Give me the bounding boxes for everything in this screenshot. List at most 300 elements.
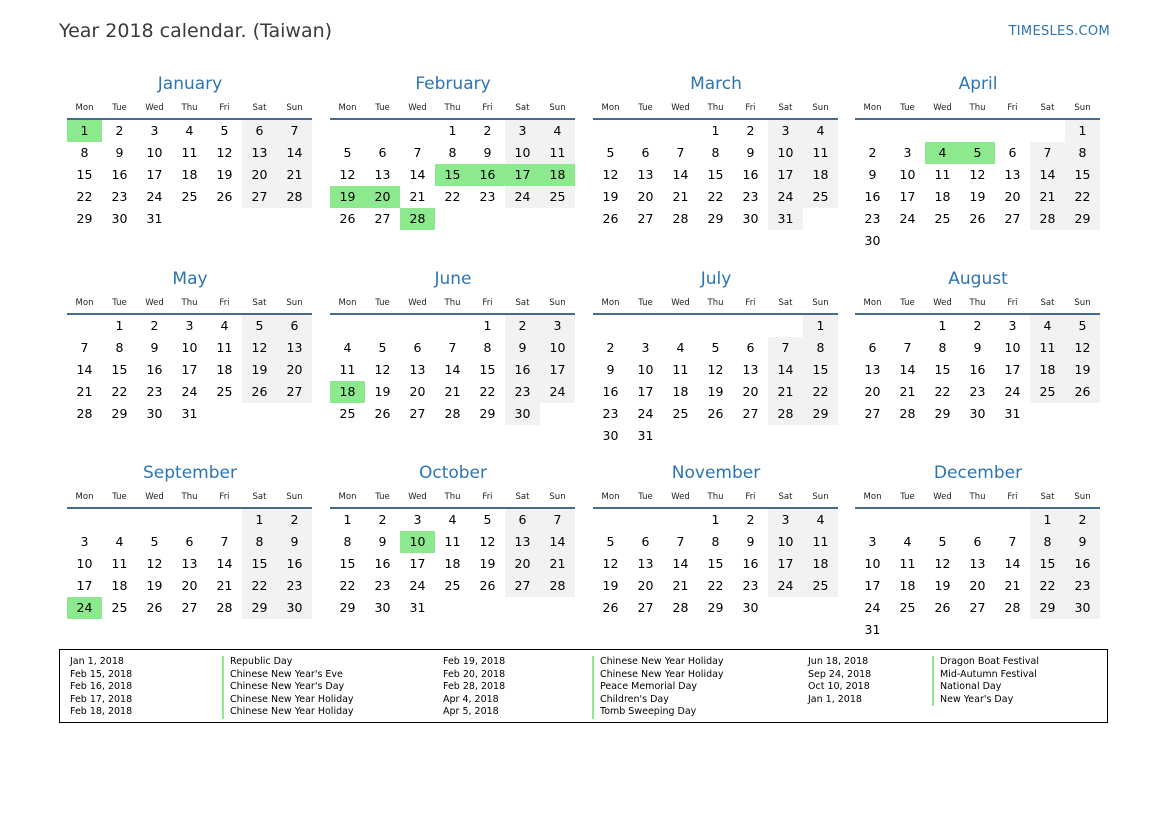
- day-cell: 8: [483, 340, 492, 355]
- day-cell: 9: [115, 145, 124, 160]
- month-name: January: [157, 74, 223, 94]
- weekday-label: Thu: [444, 103, 461, 113]
- empty-cell: [102, 509, 137, 531]
- empty-cell: [593, 509, 628, 531]
- day-cell: 11: [899, 556, 916, 571]
- day-cell: 24: [181, 384, 198, 399]
- day-grid: [330, 315, 576, 425]
- weekday-label: Tue: [112, 492, 127, 502]
- day-cell: 12: [242, 337, 277, 359]
- weekday-label: Thu: [707, 298, 724, 308]
- day-cell: 15: [707, 556, 724, 571]
- day-cell: 2: [746, 123, 755, 138]
- weekday-label: Fri: [745, 492, 756, 502]
- day-cell: 20: [969, 578, 986, 593]
- legend-holiday-name: Peace Memorial Day: [592, 681, 724, 694]
- weekday-label: Sat: [252, 492, 267, 502]
- day-cell: 4: [540, 120, 575, 142]
- day-cell: 5: [606, 145, 615, 160]
- day-cell: 9: [378, 534, 387, 549]
- day-cell: 13: [181, 556, 198, 571]
- day-cell: 3: [768, 120, 803, 142]
- day-cell: 12: [1065, 337, 1100, 359]
- day-cell: 3: [150, 123, 159, 138]
- day-cell: 14: [672, 556, 689, 571]
- holiday-day-cell: 18: [540, 164, 575, 186]
- day-cell: 10: [1004, 340, 1021, 355]
- legend-date: Feb 20, 2018: [443, 668, 506, 680]
- day-cell: 16: [111, 167, 128, 182]
- day-cell: 10: [505, 142, 540, 164]
- day-cell: 26: [242, 381, 277, 403]
- day-cell: 30: [111, 211, 128, 226]
- day-cell: 1: [483, 318, 492, 333]
- day-cell: 8: [343, 534, 352, 549]
- day-cell: 2: [505, 315, 540, 337]
- empty-cell: [365, 120, 400, 142]
- weekday-label: Sat: [778, 298, 793, 308]
- day-cell: 7: [676, 534, 685, 549]
- weekday-label: Wed: [145, 298, 164, 308]
- month-name: July: [700, 269, 732, 289]
- day-cell: 6: [277, 315, 312, 337]
- day-cell: 30: [864, 233, 881, 248]
- day-cell: 24: [899, 211, 916, 226]
- day-cell: 11: [111, 556, 128, 571]
- weekday-label: Mon: [863, 492, 882, 502]
- day-cell: 8: [242, 531, 277, 553]
- holiday-day-cell: 16: [470, 164, 505, 186]
- day-cell: 20: [637, 578, 654, 593]
- day-cell: 7: [1030, 142, 1065, 164]
- weekday-label: Mon: [338, 298, 357, 308]
- empty-cell: [330, 315, 365, 337]
- day-cell: 2: [606, 340, 615, 355]
- day-cell: 20: [505, 553, 540, 575]
- weekday-header: [593, 489, 839, 505]
- day-cell: 10: [637, 362, 654, 377]
- day-cell: 18: [111, 578, 128, 593]
- legend-date: Apr 5, 2018: [443, 706, 499, 718]
- day-cell: 16: [742, 556, 759, 571]
- day-grid: [593, 120, 839, 230]
- day-cell: 25: [540, 186, 575, 208]
- weekday-label: Sat: [515, 103, 530, 113]
- day-cell: 2: [1065, 509, 1100, 531]
- day-cell: 7: [413, 145, 422, 160]
- day-cell: 10: [768, 531, 803, 553]
- day-cell: 18: [803, 553, 838, 575]
- day-cell: 16: [1065, 553, 1100, 575]
- day-cell: 20: [637, 189, 654, 204]
- weekday-label: Mon: [601, 298, 620, 308]
- day-cell: 25: [181, 189, 198, 204]
- weekday-label: Thu: [181, 298, 198, 308]
- day-cell: 10: [864, 556, 881, 571]
- legend-holiday-name: Mid-Autumn Festival: [932, 669, 1039, 682]
- day-cell: 20: [409, 384, 426, 399]
- legend-names-1: [222, 656, 354, 719]
- day-grid: [855, 315, 1101, 425]
- day-cell: 14: [444, 362, 461, 377]
- day-cell: 1: [803, 315, 838, 337]
- day-cell: 11: [803, 142, 838, 164]
- empty-cell: [628, 120, 663, 142]
- weekday-label: Mon: [338, 492, 357, 502]
- weekday-label: Fri: [482, 298, 493, 308]
- day-cell: 15: [934, 362, 951, 377]
- day-cell: 19: [934, 578, 951, 593]
- day-cell: 18: [672, 384, 689, 399]
- day-cell: 24: [409, 578, 426, 593]
- day-cell: 5: [483, 512, 492, 527]
- legend-holiday-name: Children's Day: [592, 694, 724, 707]
- day-cell: 19: [969, 189, 986, 204]
- legend-date: Jan 1, 2018: [808, 693, 862, 705]
- day-cell: 22: [707, 578, 724, 593]
- day-cell: 8: [711, 534, 720, 549]
- day-cell: 17: [899, 189, 916, 204]
- weekday-label: Wed: [933, 298, 952, 308]
- day-cell: 23: [277, 575, 312, 597]
- day-cell: 14: [540, 531, 575, 553]
- day-cell: 1: [938, 318, 947, 333]
- day-cell: 13: [742, 362, 759, 377]
- day-cell: 20: [181, 578, 198, 593]
- day-cell: 12: [602, 556, 619, 571]
- day-cell: 16: [742, 167, 759, 182]
- weekday-label: Thu: [444, 298, 461, 308]
- weekday-header: [593, 100, 839, 116]
- weekday-label: Wed: [145, 492, 164, 502]
- empty-cell: [67, 315, 102, 337]
- day-cell: 28: [76, 406, 93, 421]
- empty-cell: [698, 315, 733, 337]
- empty-cell: [925, 120, 960, 142]
- empty-cell: [593, 120, 628, 142]
- day-cell: 25: [803, 575, 838, 597]
- month-november: [593, 461, 839, 619]
- month-june: [330, 267, 576, 425]
- day-cell: 25: [934, 211, 951, 226]
- day-cell: 30: [374, 600, 391, 615]
- day-cell: 30: [742, 600, 759, 615]
- day-cell: 3: [768, 509, 803, 531]
- day-cell: 8: [448, 145, 457, 160]
- day-cell: 22: [76, 189, 93, 204]
- weekday-label: Thu: [181, 103, 198, 113]
- day-cell: 29: [76, 211, 93, 226]
- day-cell: 21: [444, 384, 461, 399]
- day-cell: 3: [80, 534, 89, 549]
- empty-cell: [733, 315, 768, 337]
- day-cell: 14: [76, 362, 93, 377]
- day-cell: 24: [540, 381, 575, 403]
- day-cell: 26: [146, 600, 163, 615]
- day-cell: 19: [242, 359, 277, 381]
- weekday-label: Sun: [812, 103, 829, 113]
- day-cell: 5: [378, 340, 387, 355]
- day-cell: 12: [339, 167, 356, 182]
- day-cell: 7: [448, 340, 457, 355]
- empty-cell: [628, 509, 663, 531]
- day-cell: 16: [505, 359, 540, 381]
- legend-date: Feb 15, 2018: [70, 668, 133, 680]
- day-cell: 12: [969, 167, 986, 182]
- day-cell: 21: [76, 384, 93, 399]
- day-cell: 5: [150, 534, 159, 549]
- day-cell: 8: [711, 145, 720, 160]
- day-cell: 23: [479, 189, 496, 204]
- legend-date: Jun 18, 2018: [808, 656, 869, 667]
- weekday-header: [593, 295, 839, 311]
- day-cell: 17: [146, 167, 163, 182]
- day-cell: 22: [934, 384, 951, 399]
- day-cell: 22: [339, 578, 356, 593]
- day-cell: 7: [540, 509, 575, 531]
- day-cell: 3: [540, 315, 575, 337]
- day-cell: 7: [277, 120, 312, 142]
- weekday-label: Wed: [671, 492, 690, 502]
- day-cell: 13: [505, 531, 540, 553]
- day-cell: 4: [343, 340, 352, 355]
- day-cell: 27: [277, 381, 312, 403]
- weekday-label: Tue: [900, 103, 915, 113]
- day-cell: 19: [374, 384, 391, 399]
- empty-cell: [890, 315, 925, 337]
- day-cell: 11: [803, 531, 838, 553]
- day-cell: 11: [1030, 337, 1065, 359]
- weekday-header: [67, 100, 313, 116]
- day-cell: 7: [220, 534, 229, 549]
- day-cell: 18: [899, 578, 916, 593]
- day-cell: 1: [711, 512, 720, 527]
- weekday-label: Mon: [863, 103, 882, 113]
- day-cell: 29: [242, 597, 277, 619]
- weekday-label: Fri: [745, 298, 756, 308]
- weekday-label: Tue: [375, 492, 390, 502]
- day-cell: 25: [444, 578, 461, 593]
- day-cell: 15: [111, 362, 128, 377]
- empty-cell: [400, 315, 435, 337]
- day-cell: 2: [868, 145, 877, 160]
- day-cell: 1: [242, 509, 277, 531]
- day-cell: 4: [903, 534, 912, 549]
- day-cell: 23: [505, 381, 540, 403]
- weekday-label: Sun: [286, 492, 303, 502]
- empty-cell: [960, 120, 995, 142]
- day-cell: 14: [672, 167, 689, 182]
- day-cell: 3: [903, 145, 912, 160]
- day-cell: 9: [746, 534, 755, 549]
- legend-date: Feb 28, 2018: [443, 681, 506, 693]
- day-cell: 27: [505, 575, 540, 597]
- day-cell: 11: [444, 534, 461, 549]
- month-september: [67, 461, 313, 619]
- day-cell: 17: [768, 553, 803, 575]
- day-cell: 24: [1004, 384, 1021, 399]
- month-april: [855, 72, 1101, 252]
- empty-cell: [1030, 120, 1065, 142]
- day-cell: 18: [216, 362, 233, 377]
- weekday-header: [330, 100, 576, 116]
- day-cell: 1: [343, 512, 352, 527]
- legend-holiday-name: Dragon Boat Festival: [932, 656, 1039, 669]
- day-cell: 15: [707, 167, 724, 182]
- day-cell: 6: [242, 120, 277, 142]
- legend-holiday-name: Tomb Sweeping Day: [592, 706, 724, 719]
- weekday-label: Thu: [969, 298, 986, 308]
- weekday-label: Thu: [707, 492, 724, 502]
- day-cell: 26: [479, 578, 496, 593]
- day-cell: 13: [277, 337, 312, 359]
- brand-link[interactable]: TIMESLES.COM: [1008, 24, 1110, 39]
- day-cell: 1: [711, 123, 720, 138]
- legend-dates-3: [808, 656, 871, 706]
- weekday-label: Mon: [601, 492, 620, 502]
- day-cell: 22: [1065, 186, 1100, 208]
- weekday-label: Sun: [549, 103, 566, 113]
- month-july: [593, 267, 839, 447]
- day-cell: 20: [742, 384, 759, 399]
- day-cell: 17: [76, 578, 93, 593]
- weekday-label: Wed: [408, 492, 427, 502]
- holiday-day-cell: 15: [435, 164, 470, 186]
- weekday-header: [67, 295, 313, 311]
- day-cell: 13: [637, 556, 654, 571]
- legend-holiday-name: National Day: [932, 681, 1039, 694]
- day-cell: 5: [343, 145, 352, 160]
- weekday-label: Sun: [549, 492, 566, 502]
- day-cell: 13: [1004, 167, 1021, 182]
- weekday-header: [855, 295, 1101, 311]
- weekday-label: Fri: [219, 103, 230, 113]
- day-cell: 28: [768, 403, 803, 425]
- day-cell: 13: [409, 362, 426, 377]
- day-cell: 11: [181, 145, 198, 160]
- weekday-label: Mon: [863, 298, 882, 308]
- weekday-label: Sat: [778, 103, 793, 113]
- weekday-label: Wed: [933, 103, 952, 113]
- day-cell: 16: [969, 362, 986, 377]
- weekday-label: Tue: [638, 298, 653, 308]
- day-cell: 24: [768, 186, 803, 208]
- day-cell: 6: [185, 534, 194, 549]
- holiday-day-cell: 1: [67, 120, 102, 142]
- day-cell: 20: [1004, 189, 1021, 204]
- day-cell: 17: [540, 359, 575, 381]
- month-may: [67, 267, 313, 425]
- day-cell: 24: [768, 575, 803, 597]
- weekday-label: Tue: [638, 103, 653, 113]
- day-cell: 5: [1065, 315, 1100, 337]
- day-cell: 26: [602, 600, 619, 615]
- day-cell: 2: [378, 512, 387, 527]
- day-cell: 10: [76, 556, 93, 571]
- day-cell: 26: [216, 189, 233, 204]
- day-cell: 13: [637, 167, 654, 182]
- empty-cell: [855, 509, 890, 531]
- day-cell: 22: [111, 384, 128, 399]
- day-cell: 21: [899, 384, 916, 399]
- month-name: August: [948, 269, 1008, 289]
- day-cell: 14: [1030, 164, 1065, 186]
- day-cell: 15: [479, 362, 496, 377]
- holiday-day-cell: 20: [365, 186, 400, 208]
- day-cell: 9: [483, 145, 492, 160]
- empty-cell: [400, 120, 435, 142]
- day-cell: 28: [1030, 208, 1065, 230]
- weekday-label: Thu: [969, 103, 986, 113]
- day-cell: 23: [111, 189, 128, 204]
- weekday-header: [330, 295, 576, 311]
- weekday-label: Tue: [112, 103, 127, 113]
- day-cell: 16: [602, 384, 619, 399]
- day-cell: 31: [637, 428, 654, 443]
- day-cell: 9: [505, 337, 540, 359]
- day-cell: 25: [899, 600, 916, 615]
- weekday-label: Fri: [219, 492, 230, 502]
- day-cell: 19: [602, 578, 619, 593]
- month-february: [330, 72, 576, 230]
- day-cell: 23: [374, 578, 391, 593]
- day-cell: 2: [115, 123, 124, 138]
- weekday-label: Fri: [482, 492, 493, 502]
- weekday-label: Mon: [75, 298, 94, 308]
- day-cell: 27: [242, 186, 277, 208]
- day-cell: 5: [220, 123, 229, 138]
- day-cell: 8: [938, 340, 947, 355]
- day-cell: 3: [868, 534, 877, 549]
- day-cell: 4: [803, 120, 838, 142]
- empty-cell: [628, 315, 663, 337]
- day-cell: 21: [540, 553, 575, 575]
- day-cell: 20: [242, 164, 277, 186]
- empty-cell: [925, 509, 960, 531]
- legend-date: Feb 17, 2018: [70, 693, 133, 705]
- day-cell: 10: [146, 145, 163, 160]
- weekday-label: Wed: [671, 103, 690, 113]
- empty-cell: [855, 120, 890, 142]
- day-cell: 9: [150, 340, 159, 355]
- month-name: April: [958, 74, 998, 94]
- day-cell: 8: [80, 145, 89, 160]
- day-cell: 4: [115, 534, 124, 549]
- day-cell: 16: [146, 362, 163, 377]
- holiday-day-cell: 28: [400, 208, 435, 230]
- day-cell: 12: [479, 534, 496, 549]
- legend-date: Apr 4, 2018: [443, 693, 499, 705]
- day-cell: 30: [969, 406, 986, 421]
- day-cell: 17: [768, 164, 803, 186]
- day-cell: 19: [707, 384, 724, 399]
- day-cell: 11: [339, 362, 356, 377]
- day-grid: [855, 120, 1101, 252]
- day-cell: 7: [768, 337, 803, 359]
- day-cell: 9: [746, 145, 755, 160]
- day-cell: 26: [969, 211, 986, 226]
- day-cell: 12: [934, 556, 951, 571]
- day-cell: 23: [864, 211, 881, 226]
- month-name: May: [172, 269, 208, 289]
- day-cell: 14: [1004, 556, 1021, 571]
- day-cell: 2: [277, 509, 312, 531]
- day-cell: 29: [707, 211, 724, 226]
- day-cell: 1: [115, 318, 124, 333]
- day-cell: 27: [637, 600, 654, 615]
- weekday-label: Mon: [601, 103, 620, 113]
- weekday-label: Sat: [515, 298, 530, 308]
